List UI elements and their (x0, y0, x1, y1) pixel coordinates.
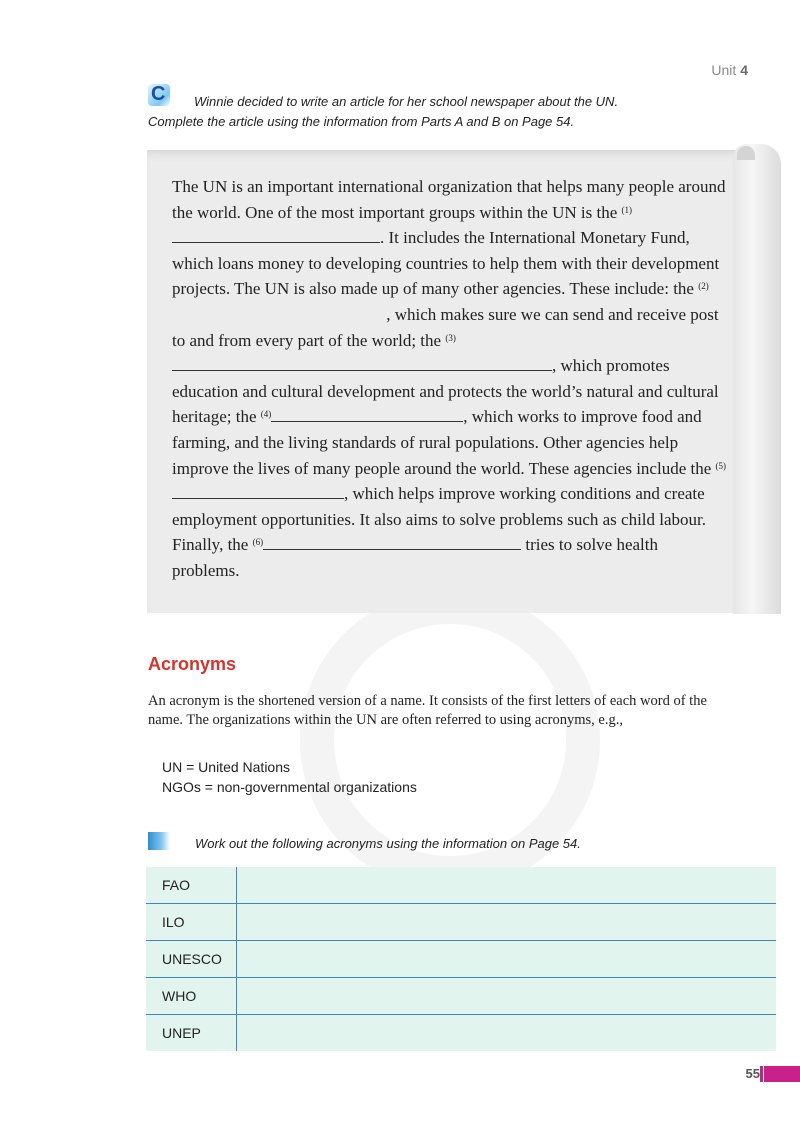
acronym-code: UNEP (146, 1015, 237, 1052)
section-c-letter: C (151, 83, 166, 105)
article-text (172, 174, 728, 584)
article-segment-6: , which helps improve working conditions and create employment opportunities. It also aims to solve problems such as child labour. Finally, the (172, 484, 707, 555)
table-row (146, 941, 776, 978)
unit-label (711, 62, 748, 78)
page-tab-marker (764, 1066, 800, 1082)
acronym-table (146, 867, 776, 1051)
example-item: UN = United Nations (162, 759, 291, 775)
acronym-answer-field[interactable] (237, 867, 777, 904)
blank-ref-6: (6) (252, 537, 264, 548)
article-segment-2: . It includes the International Monetary Fund, which loans money to developing countries to help them with their development projects. The UN is also made up of many other agencies. These include: the (172, 228, 720, 299)
example-item: NGOs = non-governmental organizations (162, 778, 417, 795)
acronym-answer-field[interactable] (237, 904, 777, 941)
blank-ref-4: (4) (260, 409, 272, 420)
page-curl-decoration (733, 144, 781, 614)
instruction-line-1: Winnie decided to write an article for her school newspaper about the UN. (194, 94, 619, 109)
blank-ref-1: (1) (621, 204, 632, 215)
blank-3[interactable] (172, 355, 552, 371)
acronym-answer-field[interactable] (237, 978, 777, 1015)
table-row (146, 867, 776, 904)
article-segment-4: , which promotes education and cultural development and protects the world’s natural and cultural heritage; the (172, 356, 719, 427)
acronym-code: ILO (146, 904, 237, 941)
blank-ref-5: (5) (715, 460, 727, 471)
exercise-instruction: Work out the following acronyms using the information on Page 54. (195, 836, 581, 851)
blank-1[interactable] (172, 227, 380, 243)
unit-number: 4 (740, 62, 748, 78)
acronyms-definition: An acronym is the shortened version of a name. It consists of the first letters of each word of the name. The organizations within the UN are often referred to using acronyms, e.g., (148, 693, 707, 728)
section-c-instruction (148, 92, 748, 132)
article-segment-3: , which makes sure we can send and receive post to and from every part of the world; the (172, 304, 719, 350)
blank-5[interactable] (172, 483, 344, 499)
acronym-examples (162, 758, 417, 797)
acronym-code: FAO (146, 867, 237, 904)
blank-4[interactable] (271, 406, 463, 422)
instruction-line-2: Complete the article using the information from Parts A and B on Page 54. (148, 114, 575, 129)
table-row (146, 1015, 776, 1052)
blank-ref-2: (2) (698, 281, 709, 292)
unit-word: Unit (711, 62, 737, 78)
blank-2[interactable] (172, 304, 382, 320)
article-segment-7: tries to solve health problems. (172, 535, 659, 580)
article-segment-5: , which works to improve food and farming, and the living standards of rural populations. Other agencies help improve the lives of many people around the world. These agencies include the (172, 407, 716, 478)
blank-6[interactable] (263, 534, 521, 550)
page-number: 55 (745, 1066, 760, 1081)
table-row (146, 978, 776, 1015)
acronym-answer-field[interactable] (237, 1015, 777, 1052)
acronym-code: UNESCO (146, 941, 237, 978)
article-segment-1: The UN is an important international organization that helps many people around the world. One of the most important groups within the UN is the (172, 177, 726, 222)
acronym-answer-field[interactable] (237, 941, 777, 978)
acronym-code: WHO (146, 978, 237, 1015)
blank-ref-3: (3) (445, 332, 456, 343)
table-row (146, 904, 776, 941)
exercise-icon (148, 832, 170, 850)
acronyms-heading: Acronyms (148, 654, 237, 674)
